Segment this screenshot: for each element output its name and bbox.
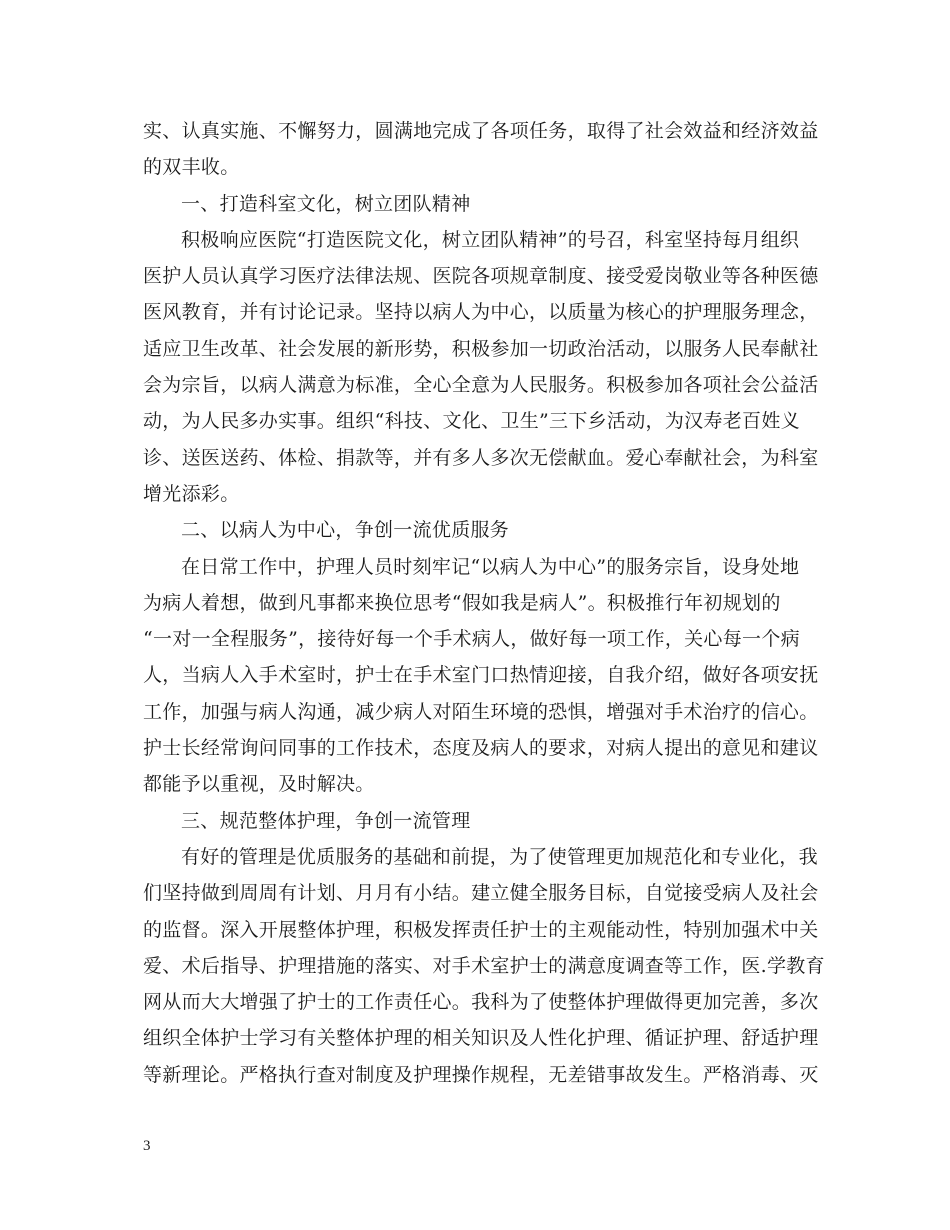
text-line: 增光添彩。 xyxy=(143,482,240,505)
section-heading: 三、规范整体护理，争创一流管理 xyxy=(181,809,471,832)
text-line: 等新理论。严格执行查对制度及护理操作规程，无差错事故发生。严格消毒、灭 xyxy=(143,1063,819,1086)
section-heading: 二、以病人为中心，争创一流优质服务 xyxy=(181,519,510,542)
text-line: “一对一全程服务”，接待好每一个手术病人，做好每一项工作，关心每一个病 xyxy=(143,628,800,651)
text-line: 诊、送医送药、体检、捐款等，并有多人多次无偿献血。爱心奉献社会，为科室 xyxy=(143,446,819,469)
text-line: 的监督。深入开展整体护理，积极发挥责任护士的主观能动性，特别加强术中关 xyxy=(143,918,819,941)
text-line: 组织全体护士学习有关整体护理的相关知识及人性化护理、循证护理、舒适护理 xyxy=(143,1027,819,1050)
text-line: 有好的管理是优质服务的基础和前提，为了使管理更加规范化和专业化，我 xyxy=(181,845,818,868)
text-line: 爱、术后指导、护理措施的落实、对手术室护士的满意度调查等工作，医.学教育 xyxy=(143,954,825,977)
text-line: 们坚持做到周周有计划、月月有小结。建立健全服务目标，自觉接受病人及社会 xyxy=(143,882,819,905)
document-body xyxy=(143,113,825,1093)
text-line: 为病人着想，做到凡事都来换位思考“假如我是病人”。积极推行年初规划的 xyxy=(143,591,781,614)
text-line: 动，为人民多办实事。组织“科技、文化、卫生”三下乡活动，为汉寿老百姓义 xyxy=(143,410,800,433)
text-line: 积极响应医院“打造医院文化，树立团队精神”的号召，科室坚持每月组织 xyxy=(181,228,800,251)
text-line: 都能予以重视，及时解决。 xyxy=(143,773,375,796)
text-line: 会为宗旨，以病人满意为标准，全心全意为人民服务。积极参加各项社会公益活 xyxy=(143,374,819,397)
text-line: 医风教育，并有讨论记录。坚持以病人为中心，以质量为核心的护理服务理念， xyxy=(143,301,819,324)
text-line: 适应卫生改革、社会发展的新形势，积极参加一切政治活动，以服务人民奉献社 xyxy=(143,337,819,360)
text-line: 在日常工作中，护理人员时刻牢记“以病人为中心”的服务宗旨，设身处地 xyxy=(181,555,800,578)
text-line: 医护人员认真学习医疗法律法规、医院各项规章制度、接受爱岗敬业等各种医德 xyxy=(143,265,819,288)
page-number: 3 xyxy=(143,1138,151,1154)
text-line: 人，当病人入手术室时，护士在手术室门口热情迎接，自我介绍，做好各项安抚 xyxy=(143,664,819,687)
text-line: 护士长经常询问同事的工作技术，态度及病人的要求，对病人提出的意见和建议 xyxy=(143,737,819,760)
section-heading: 一、打造科室文化，树立团队精神 xyxy=(181,192,471,215)
text-line: 工作，加强与病人沟通，减少病人对陌生环境的恐惧，增强对手术治疗的信心。 xyxy=(143,700,819,723)
text-line: 实、认真实施、不懈努力，圆满地完成了各项任务，取得了社会效益和经济效益 xyxy=(143,120,819,142)
text-line: 的双丰收。 xyxy=(143,156,240,179)
text-line: 网从而大大增强了护士的工作责任心。我科为了使整体护理做得更加完善，多次 xyxy=(143,991,819,1014)
